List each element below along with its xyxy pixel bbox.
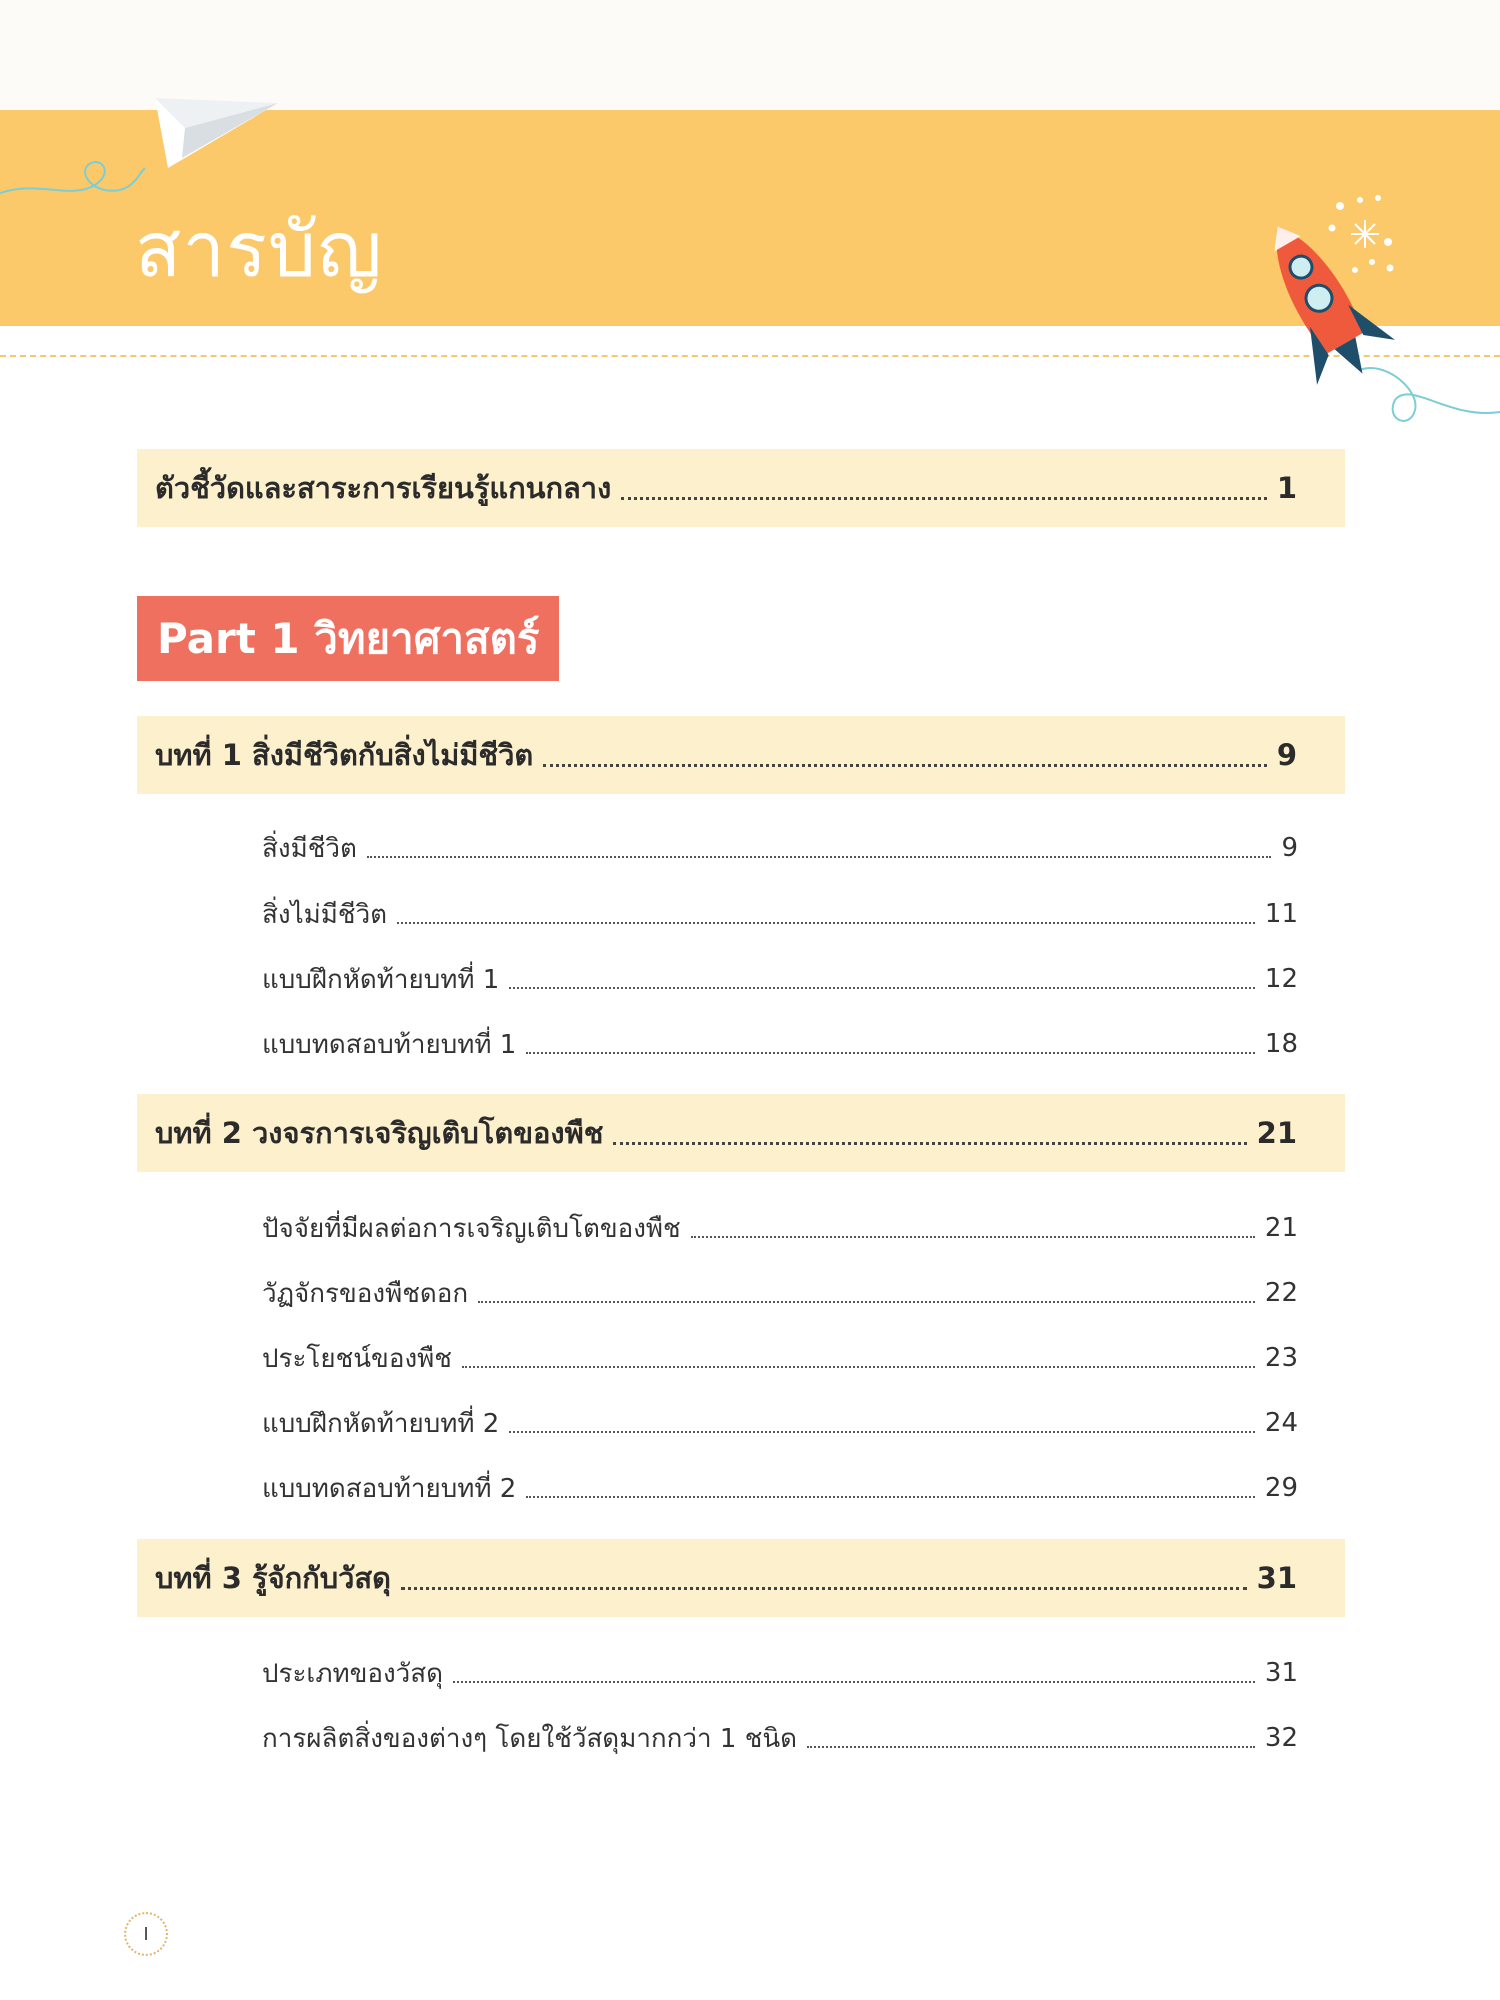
toc-subentry[interactable] xyxy=(262,1716,1298,1760)
subentry-label: แบบทดสอบท้ายบทที่ 1 xyxy=(262,1029,517,1060)
toc-entry-label: ตัวชี้วัดและสาระการเรียนรู้แกนกลาง xyxy=(155,471,612,505)
chapter-page: 21 xyxy=(1256,1116,1297,1150)
rocket-trail-icon xyxy=(1360,368,1500,421)
toc-subentry[interactable] xyxy=(262,1206,1298,1250)
toc-chapter-1[interactable] xyxy=(137,716,1345,794)
subentry-page: 12 xyxy=(1264,964,1298,994)
subentry-label: ประเภทของวัสดุ xyxy=(262,1658,444,1689)
toc-chapter-2[interactable] xyxy=(137,1094,1345,1172)
toc-leader-dots xyxy=(509,987,1255,989)
header-pattern xyxy=(0,0,1500,110)
toc-subentry[interactable] xyxy=(262,1651,1298,1695)
part-badge xyxy=(137,596,559,681)
subentry-label: แบบฝึกหัดท้ายบทที่ 1 xyxy=(262,964,500,995)
page-title: สารบัญ xyxy=(135,205,383,294)
subentry-label: วัฏจักรของพืชดอก xyxy=(262,1278,469,1309)
header-divider xyxy=(0,355,1500,357)
subentry-page: 24 xyxy=(1264,1408,1298,1438)
toc-subentry[interactable] xyxy=(262,1401,1298,1445)
chapter-label: บทที่ 1 สิ่งมีชีวิตกับสิ่งไม่มีชีวิต xyxy=(155,738,534,772)
subentry-page: 22 xyxy=(1264,1278,1298,1308)
toc-subentry[interactable] xyxy=(262,1466,1298,1510)
chapter-label: บทที่ 3 รู้จักกับวัสดุ xyxy=(155,1561,391,1595)
subentry-label: สิ่งไม่มีชีวิต xyxy=(262,899,388,930)
chapter-page: 9 xyxy=(1276,738,1297,772)
subentry-label: ประโยชน์ของพืช xyxy=(262,1343,452,1374)
toc-subentry[interactable] xyxy=(262,957,1298,1001)
toc-leader-dots xyxy=(807,1746,1255,1748)
toc-leader-dots xyxy=(367,856,1272,858)
subentry-label: สิ่งมีชีวิต xyxy=(262,833,357,864)
toc-leader-dots xyxy=(526,1052,1255,1054)
subentry-page: 11 xyxy=(1264,899,1298,929)
toc-leader-dots xyxy=(509,1431,1255,1433)
subentry-page: 32 xyxy=(1264,1723,1298,1753)
toc-leader-dots xyxy=(478,1301,1255,1303)
toc-leader-dots xyxy=(613,1142,1246,1145)
part-title: Part 1 วิทยาศาสตร์ xyxy=(157,613,540,663)
toc-entry-page: 1 xyxy=(1276,471,1297,505)
toc-leader-dots xyxy=(621,497,1267,500)
chapter-label: บทที่ 2 วงจรการเจริญเติบโตของพืช xyxy=(155,1116,604,1150)
toc-subentry[interactable] xyxy=(262,892,1298,936)
subentry-page: 9 xyxy=(1281,833,1298,863)
toc-subentry[interactable] xyxy=(262,826,1298,870)
toc-entry-intro[interactable] xyxy=(137,449,1345,527)
subentry-page: 31 xyxy=(1264,1658,1298,1688)
toc-leader-dots xyxy=(543,764,1267,767)
toc-leader-dots xyxy=(526,1496,1255,1498)
toc-subentry[interactable] xyxy=(262,1022,1298,1066)
subentry-page: 29 xyxy=(1264,1473,1298,1503)
toc-leader-dots xyxy=(453,1681,1255,1683)
toc-leader-dots xyxy=(691,1236,1255,1238)
subentry-page: 21 xyxy=(1264,1213,1298,1243)
subentry-label: ปัจจัยที่มีผลต่อการเจริญเติบโตของพืช xyxy=(262,1213,681,1244)
toc-leader-dots xyxy=(462,1366,1255,1368)
chapter-page: 31 xyxy=(1256,1561,1297,1595)
toc-subentry[interactable] xyxy=(262,1271,1298,1315)
page-number: I xyxy=(124,1912,168,1956)
toc-chapter-3[interactable] xyxy=(137,1539,1345,1617)
toc-leader-dots xyxy=(397,922,1255,924)
toc-subentry[interactable] xyxy=(262,1336,1298,1380)
toc-leader-dots xyxy=(401,1587,1247,1590)
subentry-label: แบบฝึกหัดท้ายบทที่ 2 xyxy=(262,1408,500,1439)
subentry-label: การผลิตสิ่งของต่างๆ โดยใช้วัสดุมากกว่า 1 ชนิด xyxy=(262,1723,797,1754)
subentry-label: แบบทดสอบท้ายบทที่ 2 xyxy=(262,1473,517,1504)
subentry-page: 18 xyxy=(1264,1029,1298,1059)
subentry-page: 23 xyxy=(1264,1343,1298,1373)
